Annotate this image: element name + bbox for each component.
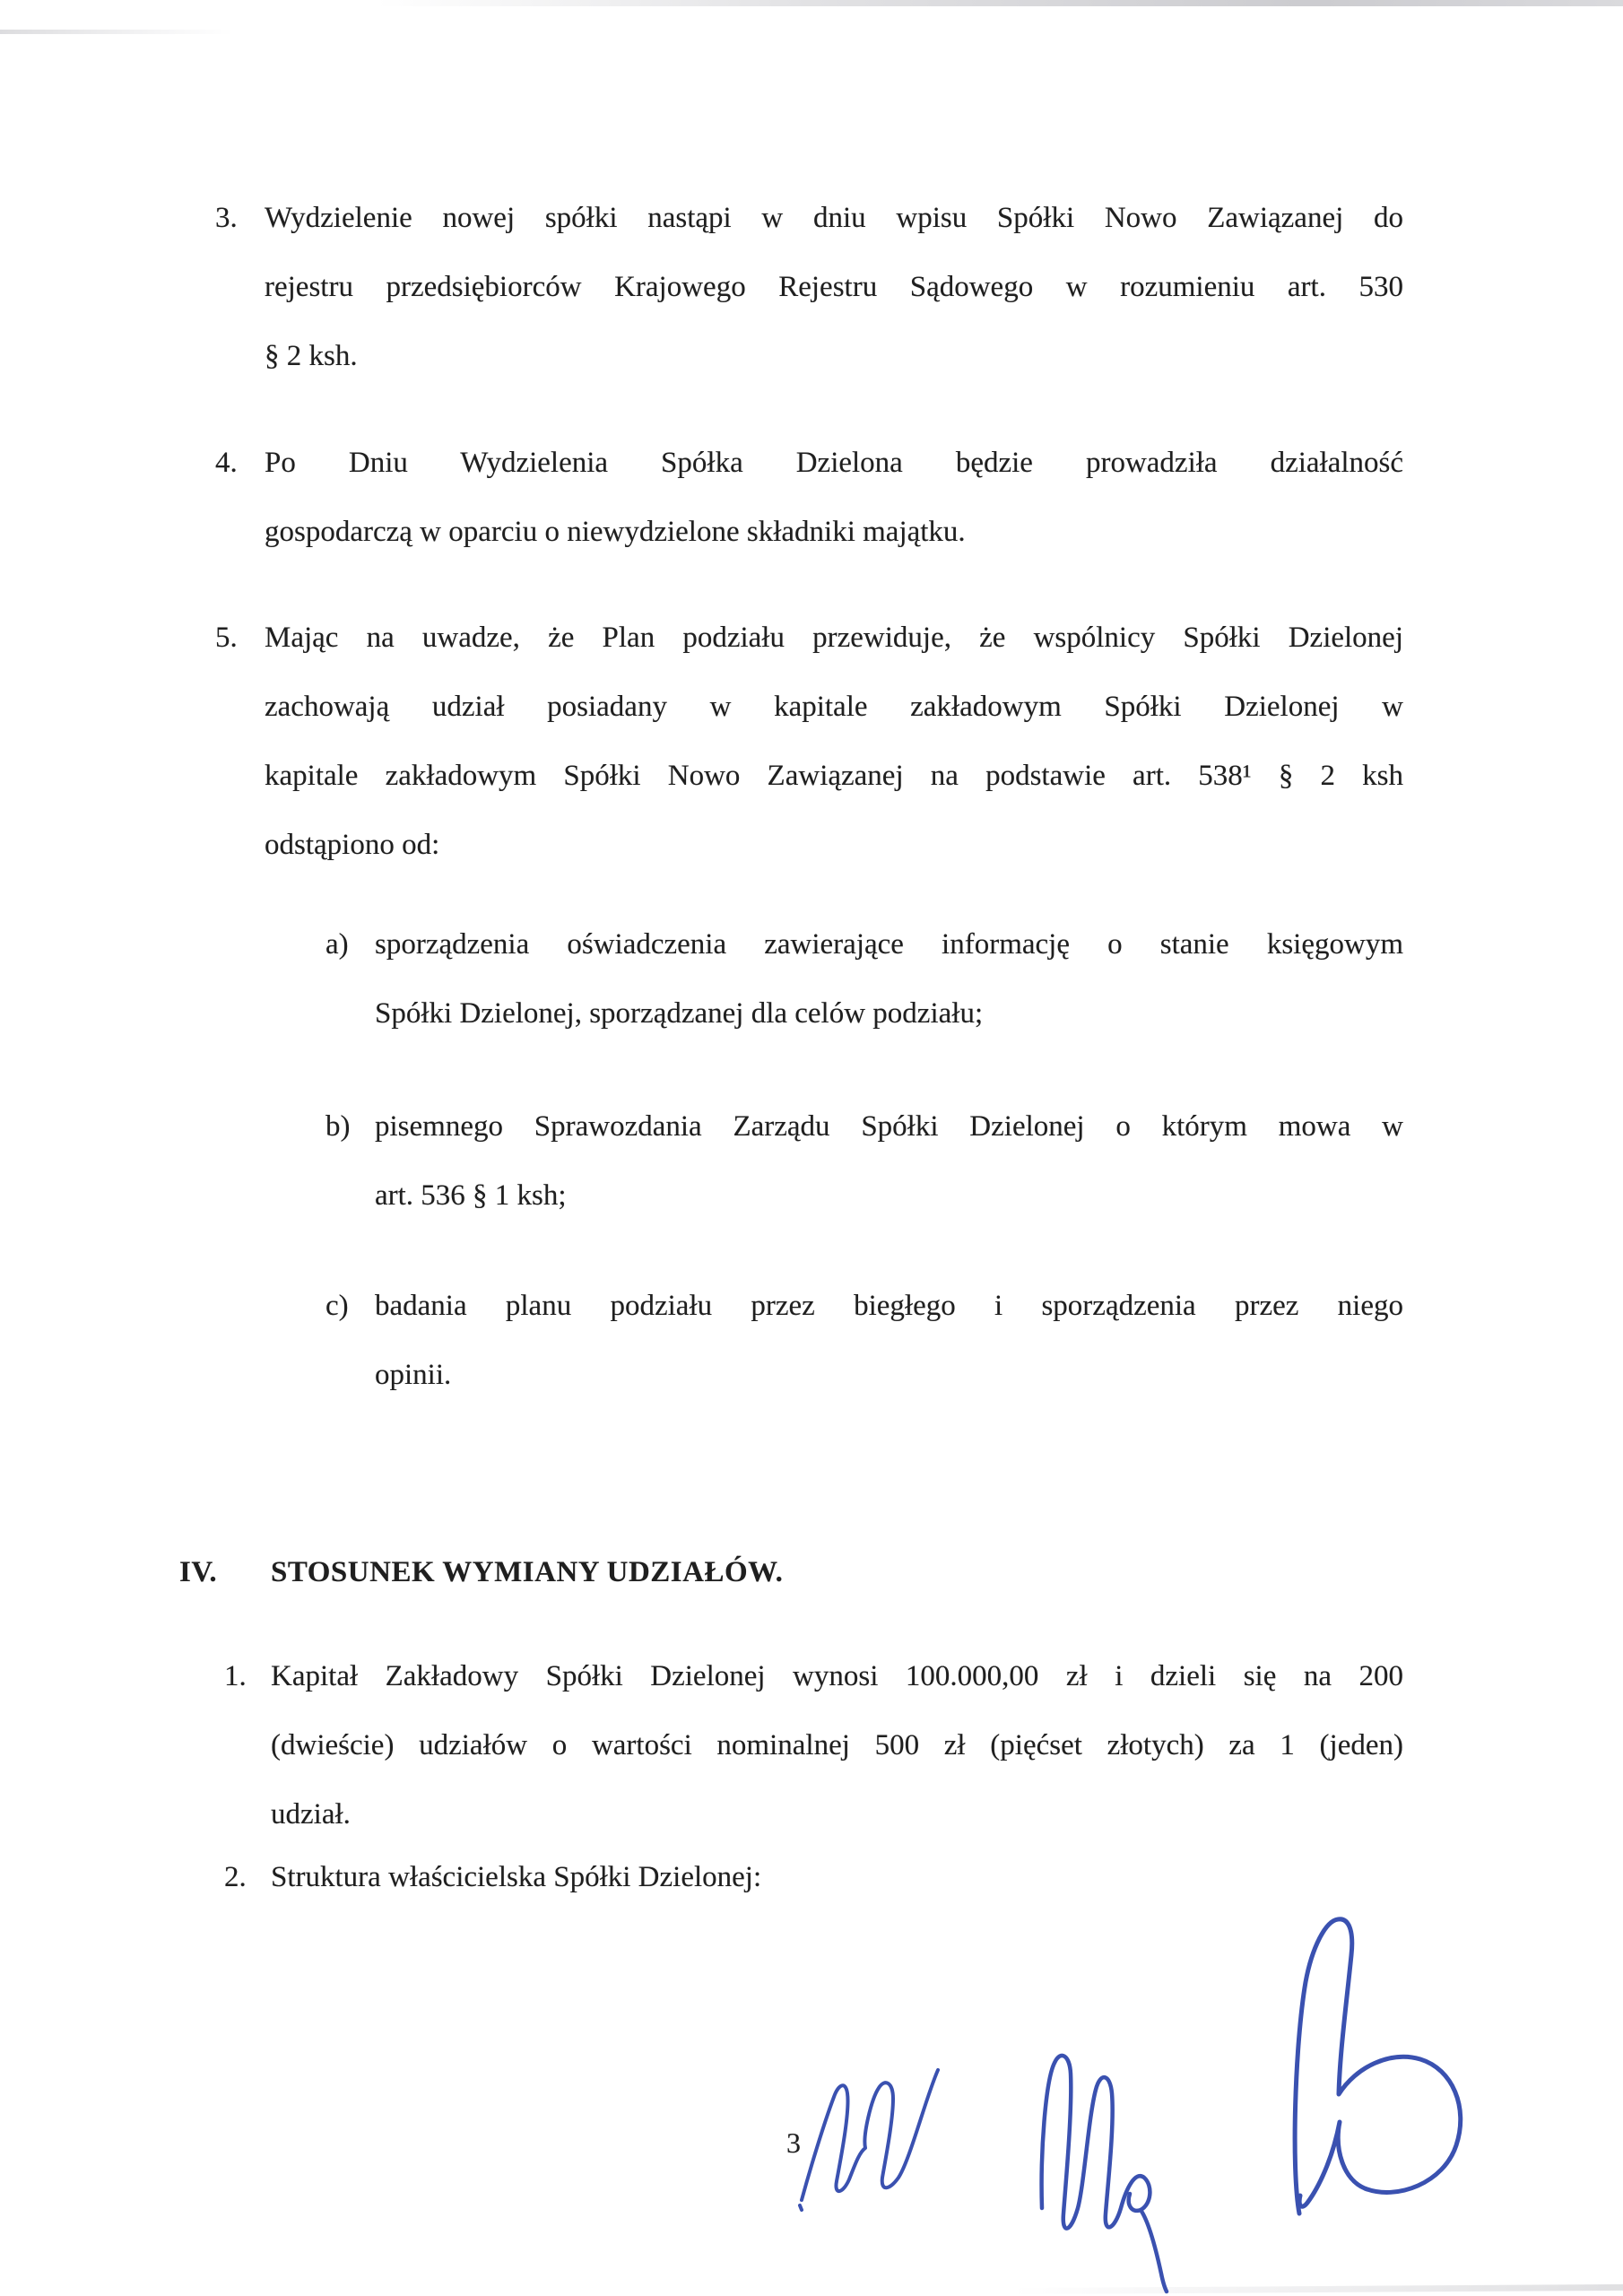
item-text xyxy=(271,1642,1403,1849)
text-line: kapitale zakładowym Spółki Nowo Zawiązanej na podstawie art. 538¹ § 2 ksh xyxy=(265,760,1403,792)
scan-artifact-top-left xyxy=(0,30,233,34)
page-number: 3 xyxy=(786,2126,801,2159)
item-marker: b) xyxy=(325,1110,351,1143)
text-line: (dwieście) udziałów o wartości nominalnej 500 zł (pięćset złotych) za 1 (jeden) xyxy=(271,1729,1403,1761)
section-item-2 xyxy=(224,1843,1403,1912)
section-heading xyxy=(179,1538,1403,1607)
item-marker: 2. xyxy=(224,1861,247,1893)
scan-artifact-bottom xyxy=(1013,2284,1623,2294)
text-line: Struktura właścicielska Spółki Dzielonej: xyxy=(271,1861,762,1893)
signatures-ink xyxy=(800,1919,1461,2292)
text-line: opinii. xyxy=(375,1359,452,1391)
text-line: Po Dniu Wydzielenia Spółka Dzielona będzie prowadziła działalność xyxy=(265,447,1403,479)
item-marker: 3. xyxy=(215,202,238,234)
item-text xyxy=(375,1092,1403,1231)
text-line: odstąpiono od: xyxy=(265,829,440,861)
item-text xyxy=(375,910,1403,1048)
section-item-1 xyxy=(224,1642,1403,1849)
sub-item-c xyxy=(325,1272,1403,1410)
text-line: pisemnego Sprawozdania Zarządu Spółki Dzielonej o którym mowa w xyxy=(375,1110,1403,1143)
item-marker: 1. xyxy=(224,1660,247,1692)
text-line: Kapitał Zakładowy Spółki Dzielonej wynosi 100.000,00 zł i dzieli się na 200 xyxy=(271,1660,1403,1692)
sub-item-b xyxy=(325,1092,1403,1231)
item-text xyxy=(265,184,1403,391)
text-line: gospodarczą w oparciu o niewydzielone składniki majątku. xyxy=(265,516,966,548)
text-line: udział. xyxy=(271,1798,351,1831)
signature-ink-1 xyxy=(802,2070,938,2200)
item-text xyxy=(265,604,1403,880)
text-line: zachowają udział posiadany w kapitale zakładowym Spółki Dzielonej w xyxy=(265,691,1403,723)
item-text xyxy=(265,429,1403,567)
text-line: Spółki Dzielonej, sporządzanej dla celów podziału; xyxy=(375,997,984,1030)
item-marker: a) xyxy=(325,928,349,961)
text-line: Wydzielenie nowej spółki nastąpi w dniu wpisu Spółki Nowo Zawiązanej do xyxy=(265,202,1403,234)
text-line: Mając na uwadze, że Plan podziału przewiduje, że wspólnicy Spółki Dzielonej xyxy=(265,622,1403,654)
signature-ink-2 xyxy=(1042,2056,1167,2292)
item-text xyxy=(271,1843,1403,1912)
item-text xyxy=(375,1272,1403,1410)
text-line: badania planu podziału przez biegłego i sporządzenia przez niego xyxy=(375,1290,1403,1322)
item-marker: 5. xyxy=(215,622,238,654)
text-line: sporządzenia oświadczenia zawierające informację o stanie księgowym xyxy=(375,928,1403,961)
text-line: § 2 ksh. xyxy=(265,340,358,372)
section-numeral: IV. xyxy=(179,1556,218,1588)
section-title: STOSUNEK WYMIANY UDZIAŁÓW. xyxy=(271,1556,784,1588)
list-item-5 xyxy=(215,604,1403,880)
text-line: rejestru przedsiębiorców Krajowego Rejestru Sądowego w rozumieniu art. 530 xyxy=(265,271,1403,303)
list-item-3 xyxy=(215,184,1403,391)
signature-ink-1-dot xyxy=(800,2205,802,2210)
section-title-wrap xyxy=(271,1538,1403,1607)
item-marker: 4. xyxy=(215,447,238,479)
item-marker: c) xyxy=(325,1290,349,1322)
signature-ink-3 xyxy=(1295,1919,1461,2213)
list-item-4 xyxy=(215,429,1403,567)
text-line: art. 536 § 1 ksh; xyxy=(375,1179,567,1212)
sub-item-a xyxy=(325,910,1403,1048)
scan-artifact-top xyxy=(377,0,1623,6)
